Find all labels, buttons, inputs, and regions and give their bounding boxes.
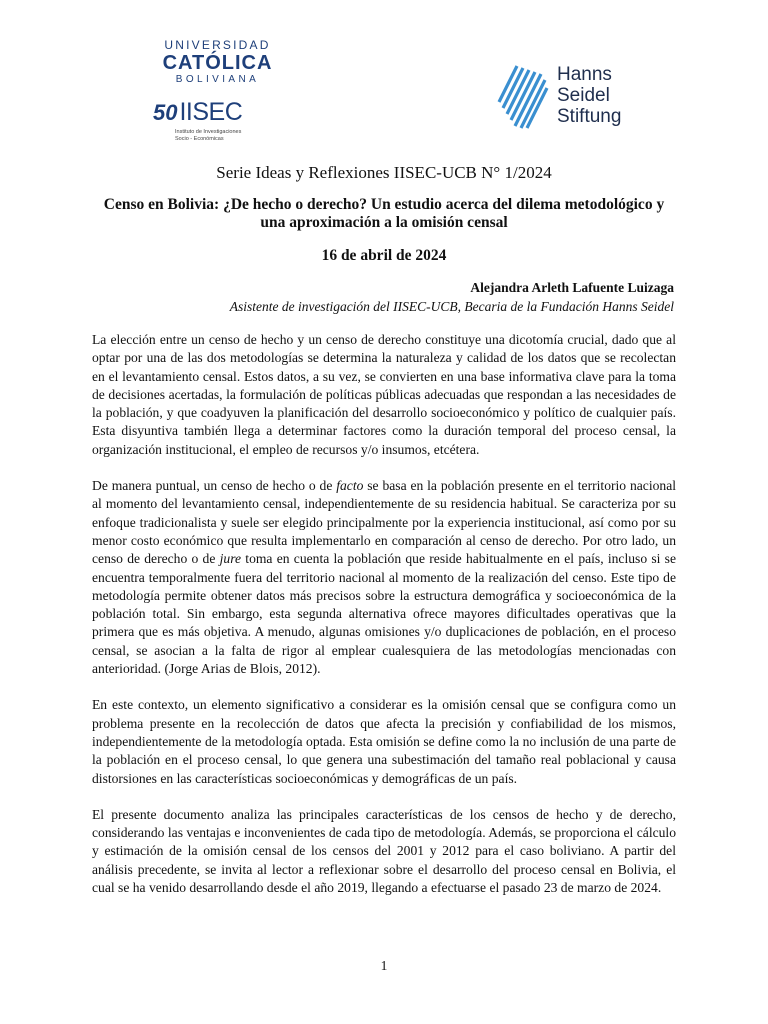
- paragraph-2-text-b: se basa en la población presente en el territorio nacional al momento del levantamiento censal, independientemente de su residencia habitual. Se caracteriza por su enfoque tradicionalista y suele ser elegido principalmente por la experiencia institucional, así como por su menor costo económico que resulta implementarlo en comparación al censo de derecho. Por otro lado, un censo de derecho o de: [92, 478, 676, 567]
- author-name: Alejandra Arleth Lafuente Luizaga: [470, 280, 674, 295]
- author-affiliation: Asistente de investigación del IISEC-UCB, Becaria de la Fundación Hanns Seidel: [229, 299, 674, 314]
- document-date: 16 de abril de 2024: [321, 247, 447, 264]
- hss-wordmark: [557, 64, 621, 127]
- italic-jure: jure: [219, 551, 242, 567]
- page-number: 1: [380, 958, 388, 973]
- paragraph-3: En este contexto, un elemento significativo a considerar es la omisión censal que se configura como un problema presente en la recolección de datos que afecta la precisión y confiabilidad de los mismos, independientemente de la metodología optada. Esta omisión se define como la no inclusión de una parte de la población en el proceso censal, lo que genera una subestimación del tamaño real poblacional y causa distorsiones en las características socioeconómicas y demográficas de un país.: [92, 697, 676, 786]
- ucb-logo-line1: UNIVERSIDAD: [164, 38, 271, 52]
- document-body: [92, 331, 676, 915]
- ucb-logo-line3: BOLIVIANA: [175, 74, 260, 85]
- iisec-subtitle-line2: Socio - Económicas: [175, 136, 224, 142]
- italic-facto: facto: [336, 478, 364, 494]
- paragraph-2-text-a: De manera puntual, un censo de hecho o de: [92, 478, 337, 494]
- paragraph-2-text-c: toma en cuenta la población que reside habitualmente en el país, incluso si se encuentra temporalmente fuera del territorio nacional al momento de la realización del censo. Este tipo de metodología permite obtener datos más precisos sobre la estructura demográfica y socioeconómica de la población total. Sin embargo, esta segunda alternativa ofrece mayores dificultades operativas que la primera que es más objetiva. A menudo, algunas omisiones y/o duplicaciones de población, en el proceso censal, se asocian a la falta de rigor al emplear cualesquiera de las metodologías mencionadas con anterioridad. (Jorge Arias de Blois, 2012).: [92, 551, 676, 677]
- iisec-logo: [153, 98, 283, 143]
- paragraph-1: La elección entre un censo de hecho y un censo de derecho constituye una dicotomía crucial, dado que al optar por una de las dos metodologías se determina la naturaleza y calidad de los datos que se recolectan en el levantamiento censal. Estos datos, a su vez, se convierten en una base informativa clave para la toma de decisiones acertadas, la formulación de políticas públicas adecuadas que respondan a las necesidades de la población, y que coadyuven la planificación del desarrollo socioeconómico y político de cualquier país. Esta disyuntiva también llega a determinar factores como la duración temporal del proceso censal, la organización institucional, el empleo de recursos y/o insumos, etcétera.: [92, 332, 676, 457]
- series-heading: Serie Ideas y Reflexiones IISEC-UCB N° 1/2024: [216, 163, 552, 182]
- ucb-logo-line2: CATÓLICA: [162, 52, 273, 74]
- hss-line1: Hanns: [557, 64, 612, 85]
- iisec-subtitle: [175, 129, 283, 143]
- paragraph-4: El presente documento analiza las principales características de los censos de hecho y de derecho, considerando las ventajas e inconvenientes de cada tipo de metodología. Además, se proporciona el cálculo y estimación de la omisión censal de los censos del 2001 y 2012 para el caso boliviano. A partir del análisis precedente, se invita al lector a reflexionar sobre el desarrollo del proceso censal en Bolivia, el cual se ha venido desarrollando desde el año 2019, llegando a efectuarse el pasado 23 de marzo de 2024.: [92, 806, 676, 896]
- paragraph-2: [92, 477, 676, 678]
- iisec-50-mark: 50: [153, 99, 178, 125]
- hss-stripes-icon: [495, 62, 549, 130]
- iisec-subtitle-line1: Instituto de Investigaciones: [175, 129, 242, 135]
- hss-line3: Stiftung: [557, 106, 622, 127]
- hss-line2: Seidel: [557, 85, 610, 106]
- document-title: Censo en Bolivia: ¿De hecho o derecho? Un estudio acerca del dilema metodológico y una aproximación a la omisión censal: [103, 196, 665, 231]
- ucb-logo: [155, 38, 280, 85]
- hanns-seidel-logo: [495, 62, 625, 132]
- iisec-name: IISEC: [179, 98, 243, 126]
